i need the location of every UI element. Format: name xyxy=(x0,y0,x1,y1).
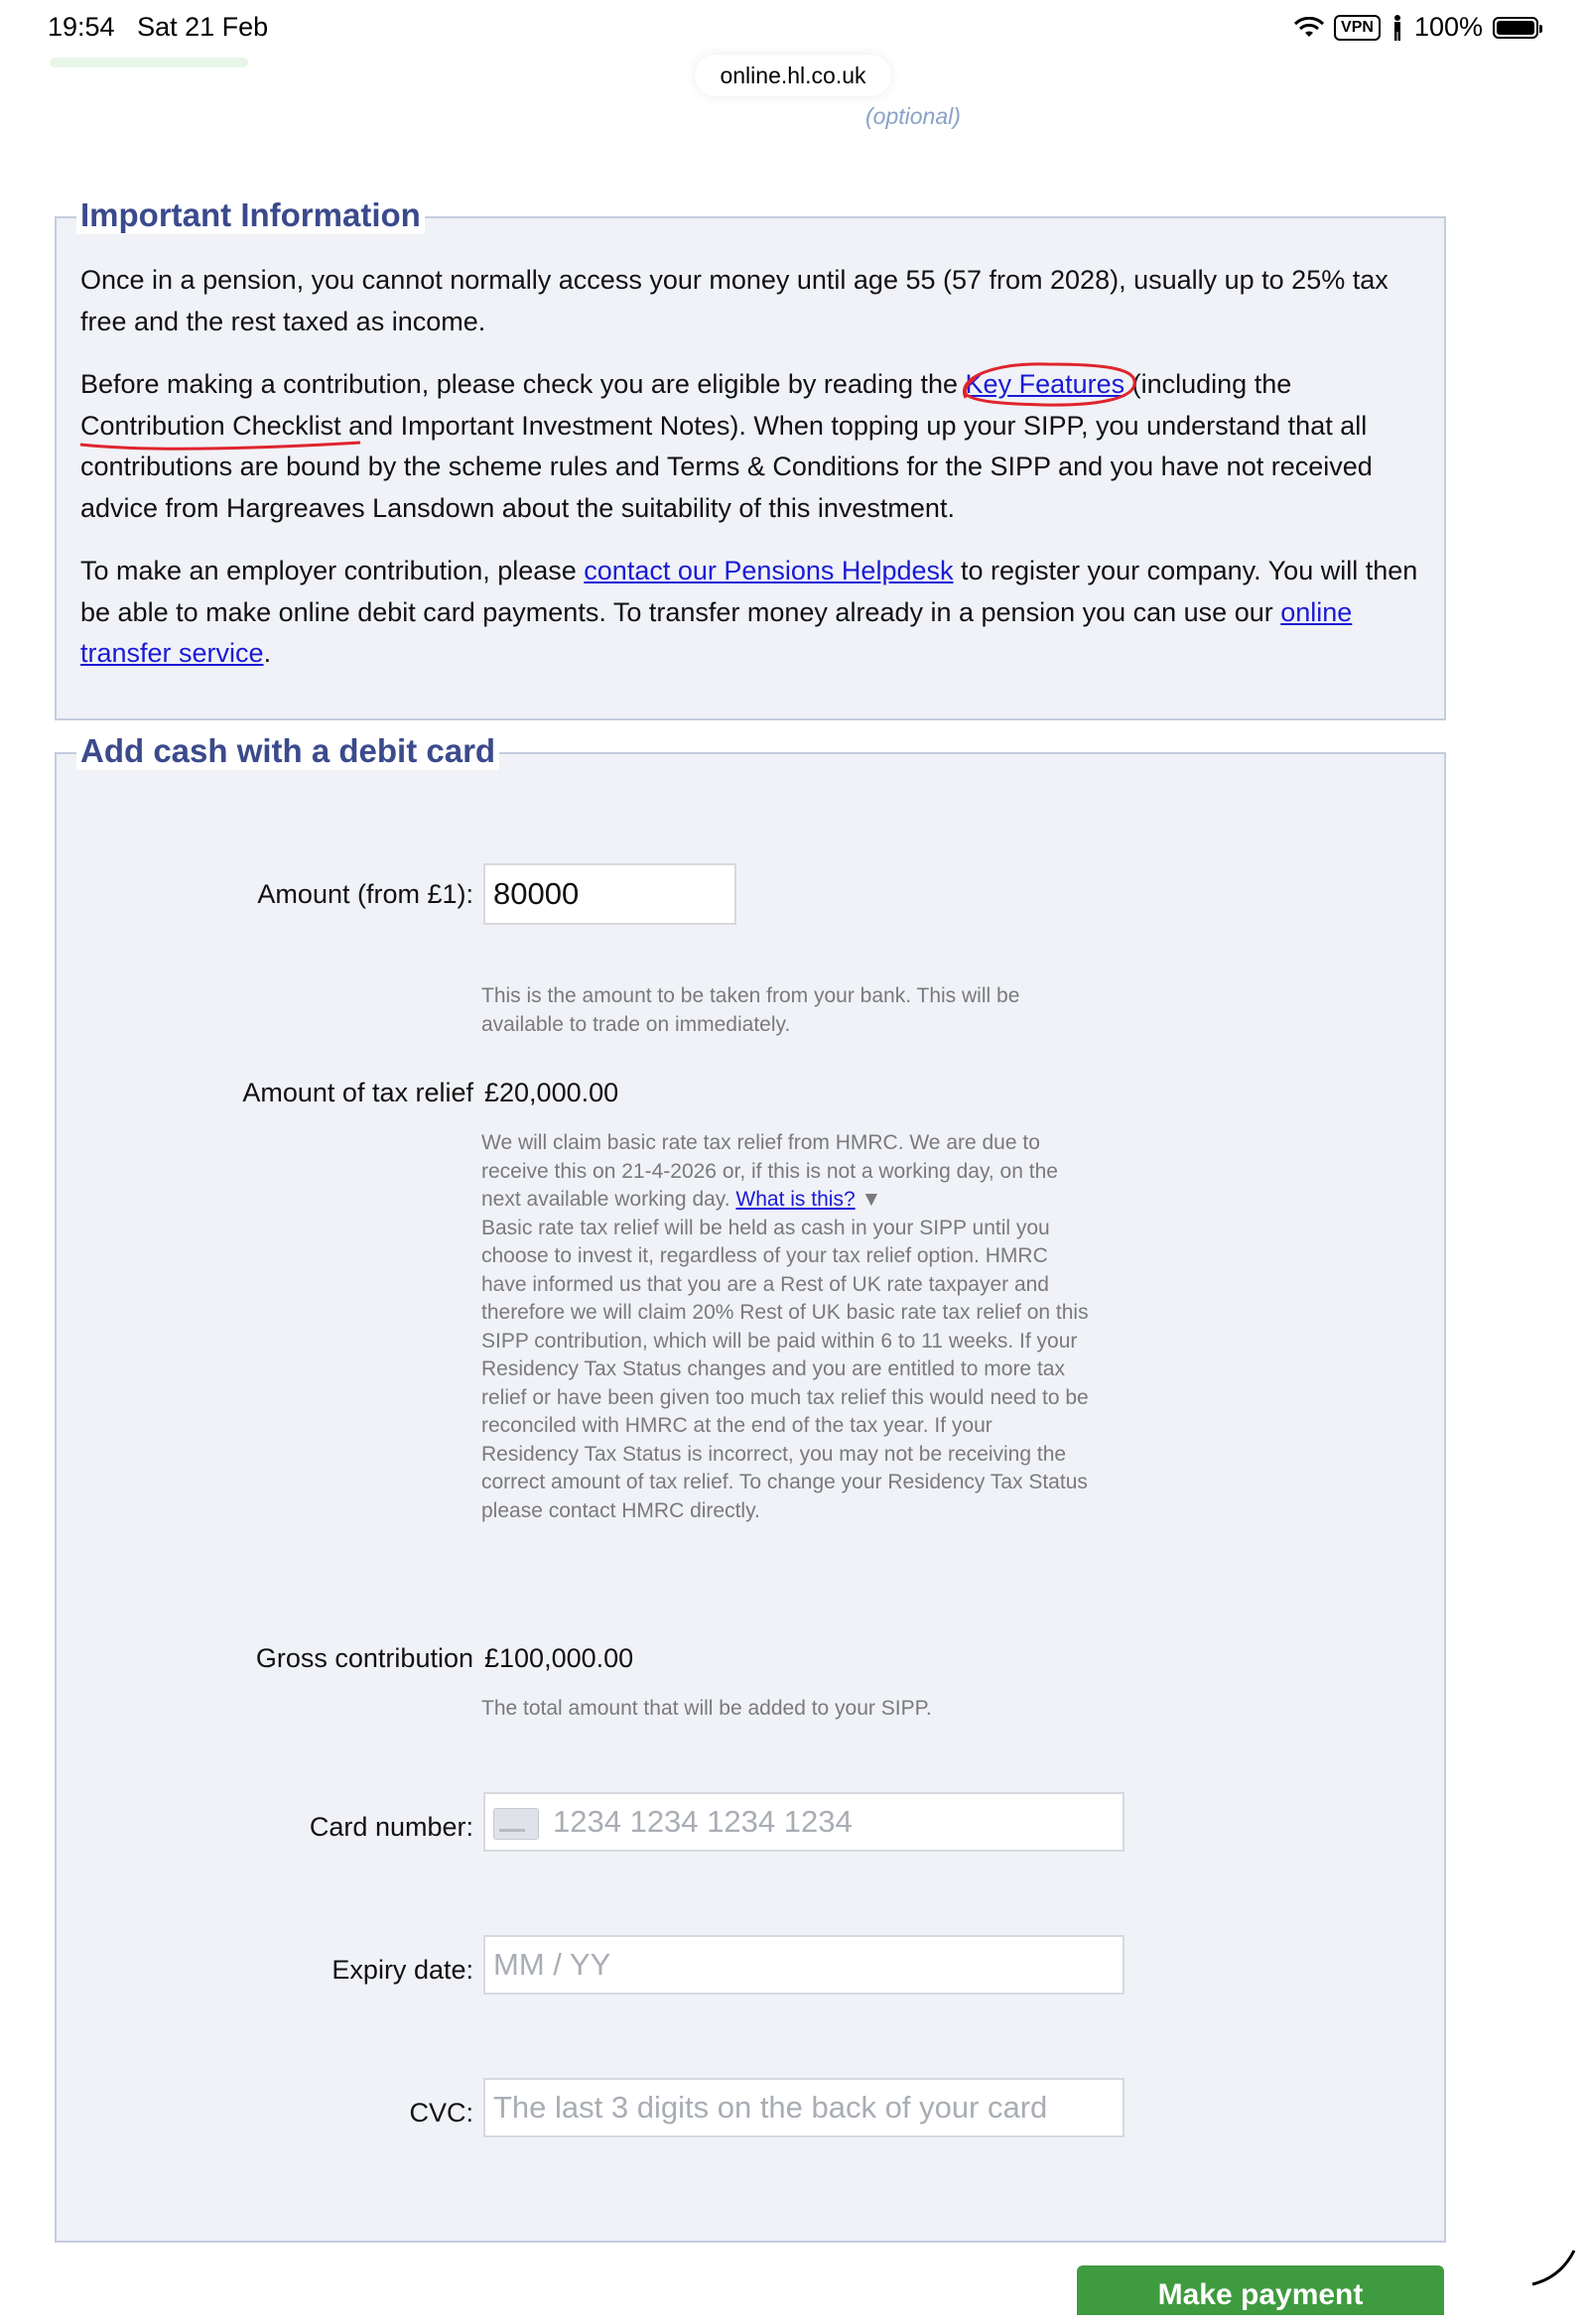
status-time: 19:54 Sat 21 Feb xyxy=(48,12,269,42)
battery-icon xyxy=(1493,17,1538,39)
tax-relief-label: Amount of tax relief xyxy=(242,1078,473,1107)
tax-relief-value: £20,000.00 xyxy=(484,1078,619,1107)
gross-contribution-label: Gross contribution xyxy=(255,1643,473,1673)
amount-label: Amount (from £1): xyxy=(257,879,473,909)
amount-help: This is the amount to be taken from your bank. This will be available to trade on immediately. xyxy=(481,984,1020,1036)
cvc-label: CVC: xyxy=(409,2098,473,2128)
important-information-heading: Important Information xyxy=(76,196,425,234)
card-number-label: Card number: xyxy=(309,1812,473,1842)
debit-card-heading: Add cash with a debit card xyxy=(76,732,499,770)
accessibility-icon xyxy=(1390,15,1404,41)
info-paragraph-3: To make an employer contribution, please contact our Pensions Helpdesk to register your company. You will then be able to make online debit card payments. To transfer money already in a pension you can use our online transfer service. xyxy=(80,556,1418,668)
important-information-section xyxy=(55,196,1446,720)
pen-stroke-annotation xyxy=(1528,2241,1578,2290)
wifi-icon xyxy=(1294,17,1324,39)
status-bar xyxy=(0,0,1588,60)
online-transfer-service-link[interactable]: online transfer service xyxy=(80,596,1353,668)
status-icons xyxy=(1294,12,1538,43)
pensions-helpdesk-link[interactable]: contact our Pensions Helpdesk xyxy=(584,556,954,585)
info-paragraph-1: Once in a pension, you cannot normally access your money until age 55 (57 from 2028), usually up to 25% tax free and the rest taxed as income. xyxy=(80,265,1389,336)
amount-input[interactable]: 80000 xyxy=(483,863,736,925)
url-pill[interactable]: online.hl.co.uk xyxy=(695,55,891,96)
expiry-date-label: Expiry date: xyxy=(331,1955,473,1985)
info-paragraph-2: Before making a contribution, please check you are eligible by reading the Key Features (including the Contribution Checklist and Important Investment Notes). When topping up your SIPP, you understand that all contributions are bound by the scheme rules and Terms & Conditions for the SIPP and you have not received advice from Hargreaves Lansdown about the suitability of this investment. xyxy=(80,364,1430,529)
tax-relief-help: We will claim basic rate tax relief from HMRC. We are due to receive this on 21-4-2026 or, if this is not a working day, on the next available working day. What is this? ▼ Basic rate tax relief will be held as cash in your SIPP until you choose to invest it, regardless of your tax relief option. HMRC have informed us that you are a Rest of UK rate taxpayer and therefore we will claim 20% Rest of UK basic rate tax relief on this SIPP contribution, which will be paid within 6 to 11 weeks. If your Residency Tax Status changes and you are entitled to more tax relief or have been given too much tax relief this would need to be reconciled with HMRC at the end of the tax year. If your Residency Tax Status is incorrect, you may not be receiving the correct amount of tax relief. To change your Residency Tax Status please contact HMRC directly. xyxy=(481,1131,1089,1522)
red-underline-annotation xyxy=(76,439,364,452)
optional-note: (optional) xyxy=(865,103,961,129)
contribution-checklist-text: Contribution Checklist xyxy=(80,410,341,441)
cvc-input[interactable]: The last 3 digits on the back of your card xyxy=(483,2078,1125,2137)
key-features-link[interactable]: Key Features xyxy=(965,369,1125,399)
what-is-this-link[interactable]: What is this? xyxy=(735,1188,856,1211)
credit-card-icon xyxy=(493,1808,539,1840)
gross-contribution-help: The total amount that will be added to your SIPP. xyxy=(481,1697,932,1720)
blurred-progress xyxy=(50,58,248,67)
debit-card-section xyxy=(55,732,1446,2243)
vpn-badge: VPN xyxy=(1334,15,1381,41)
gross-contribution-value: £100,000.00 xyxy=(484,1643,634,1673)
chevron-down-icon[interactable]: ▼ xyxy=(860,1188,882,1211)
battery-percent: 100% xyxy=(1413,12,1483,42)
card-number-input[interactable]: 1234 1234 1234 1234 xyxy=(483,1792,1125,1852)
expiry-date-input[interactable]: MM / YY xyxy=(483,1935,1125,1995)
make-payment-button[interactable]: Make payment xyxy=(1077,2265,1444,2315)
